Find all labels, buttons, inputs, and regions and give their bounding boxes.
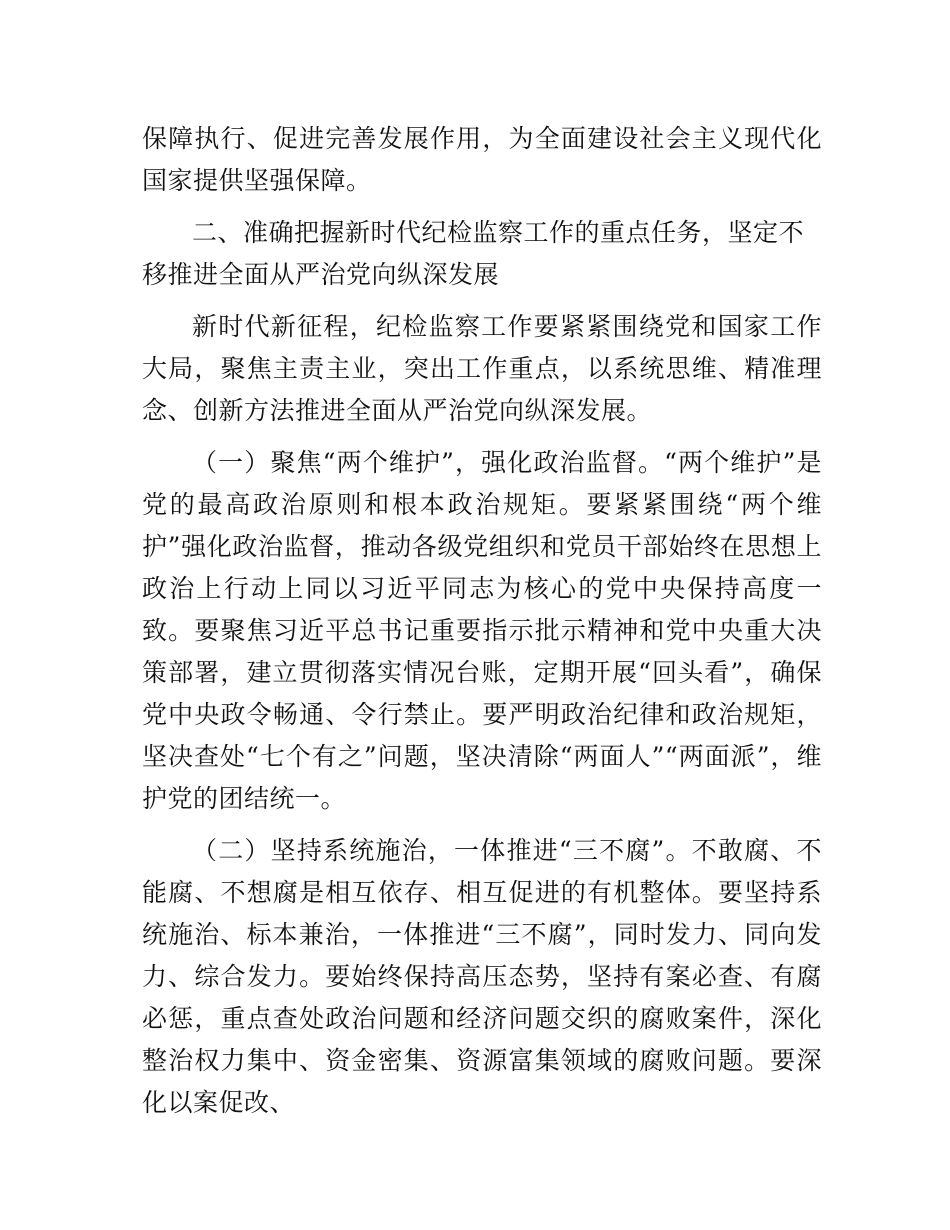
- document-body: [142, 118, 822, 1134]
- paragraph-three-no-corruption: （二）坚持系统施治，一体推进“三不腐”。不敢腐、不能腐、不想腐是相互依存、相互促进的有机整体。要坚持系统施治、标本兼治，一体推进“三不腐”，同时发力、同向发力、综合发力。要始终保持高压态势，坚持有案必查、有腐必惩，重点查处政治问题和经济问题交织的腐败案件，深化整治权力集中、资金密集、资源富集领域的腐败问题。要深化以案促改、: [142, 836, 822, 1117]
- paragraph-continuation: 保障执行、促进完善发展作用，为全面建设社会主义现代化国家提供坚强保障。: [142, 124, 822, 195]
- paragraph-intro: 新时代新征程，纪检监察工作要紧紧围绕党和国家工作大局，聚焦主责主业，突出工作重点，以系统思维、精准理念、创新方法推进全面从严治党向纵深发展。: [142, 312, 822, 425]
- section-heading: 二、准确把握新时代纪检监察工作的重点任务，坚定不移推进全面从严治党向纵深发展: [142, 218, 805, 289]
- paragraph-political-supervision: （一）聚焦“两个维护”，强化政治监督。“两个维护”是党的最高政治原则和根本政治规矩。要紧紧围绕“两个维护”强化政治监督，推动各级党组织和党员干部始终在思想上政治上行动上同以习近平同志为核心的党中央保持高度一致。要聚焦习近平总书记重要指示批示精神和党中央重大决策部署，建立贯彻落实情况台账，定期开展“回头看”，确保党中央政令畅通、令行禁止。要严明政治纪律和政治规矩，坚决查处“七个有之”问题，坚决清除“两面人”“两面派”，维护党的团结统一。: [142, 448, 822, 813]
